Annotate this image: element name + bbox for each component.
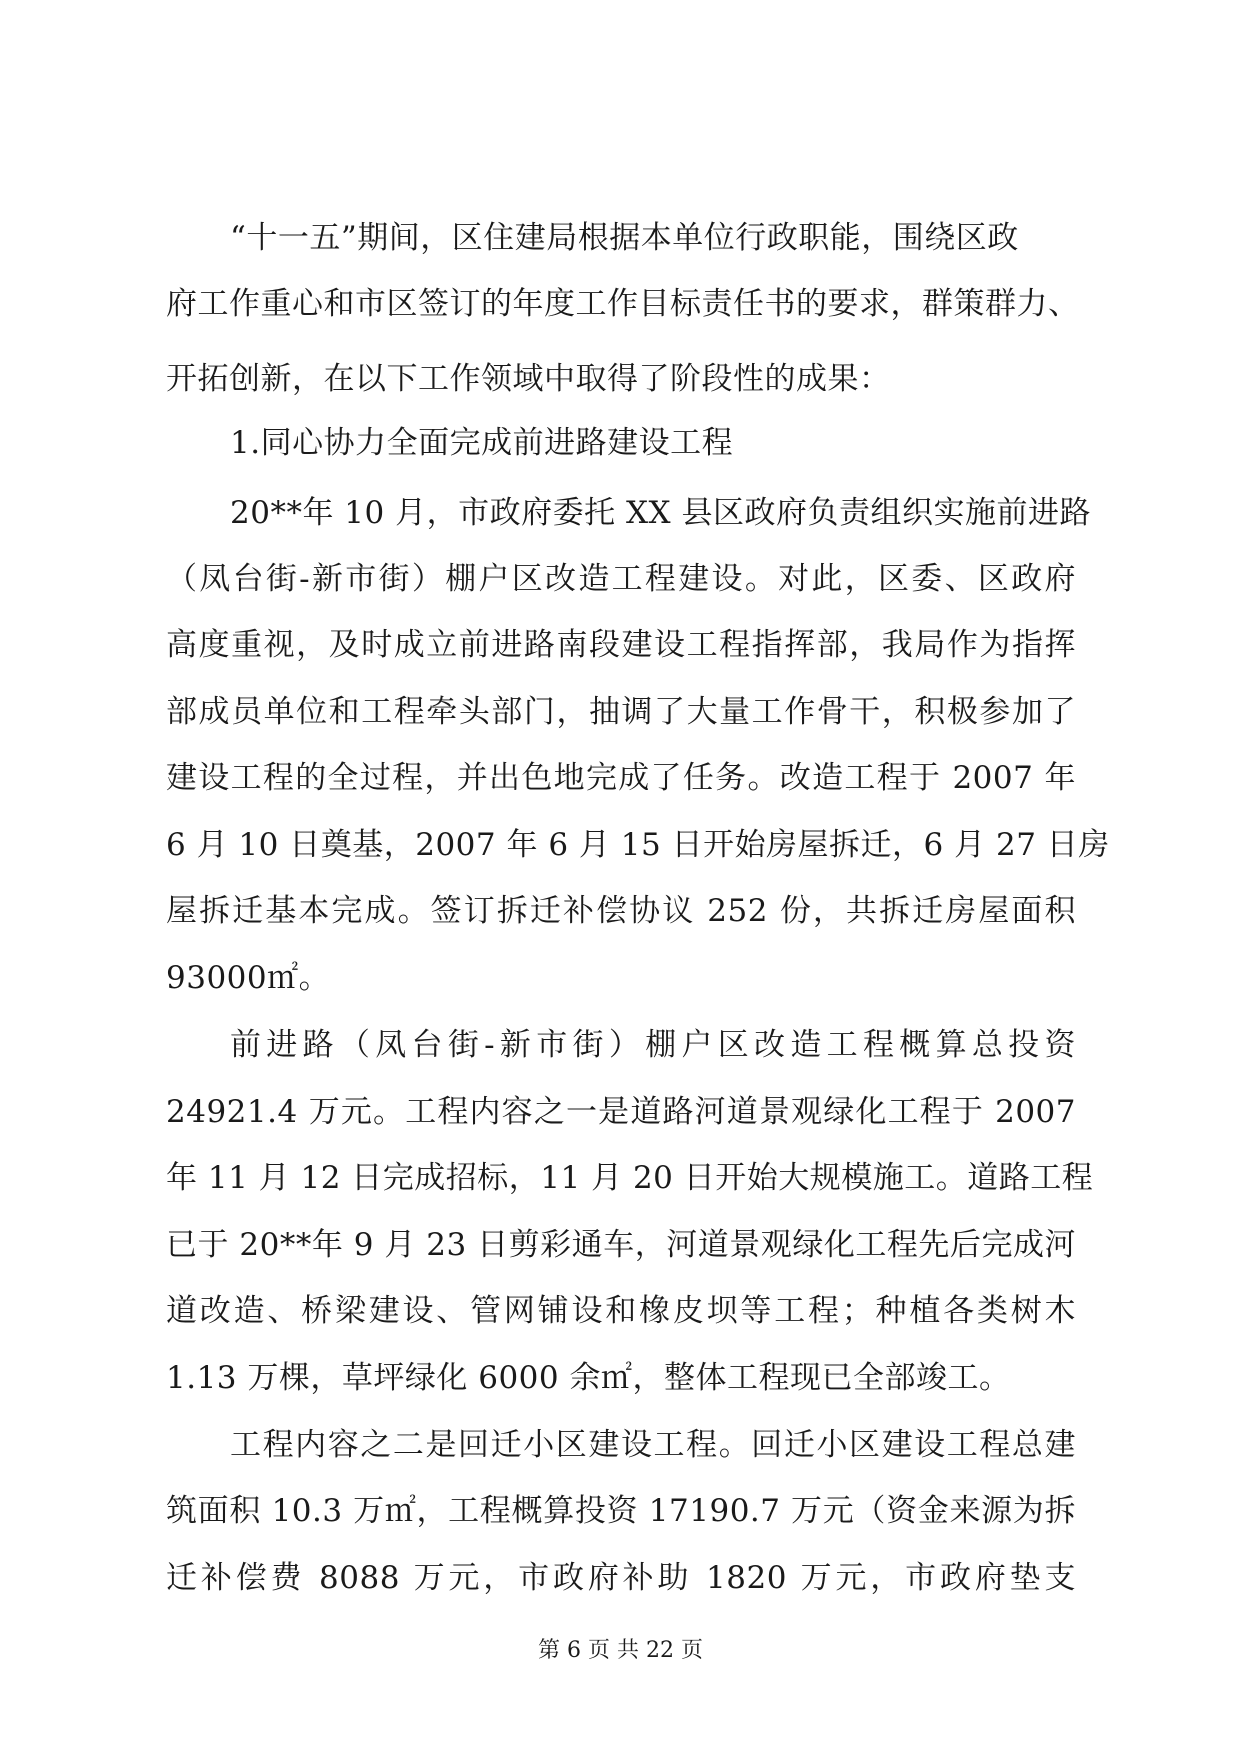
paragraph-line: 6 月 10 日奠基，2007 年 6 月 15 日开始房屋拆迁，6 月 27 日房 — [166, 827, 1110, 863]
paragraph-line: 24921.4 万元。工程内容之一是道路河道景观绿化工程于 2007 — [166, 1094, 1076, 1130]
paragraph-line: 建设工程的全过程，并出色地完成了任务。改造工程于 2007 年 — [166, 760, 1076, 796]
paragraph-line: 迁补偿费 8088 万元，市政府补助 1820 万元，市政府垫支 — [166, 1560, 1076, 1596]
paragraph-line: 部成员单位和工程牵头部门，抽调了大量工作骨干，积极参加了 — [166, 694, 1076, 730]
paragraph-line: 20**年 10 月，市政府委托 XX 县区政府负责组织实施前进路 — [230, 495, 1091, 531]
paragraph-line: 1.13 万棵，草坪绿化 6000 余㎡，整体工程现已全部竣工。 — [166, 1360, 1011, 1396]
paragraph-line: 高度重视，及时成立前进路南段建设工程指挥部，我局作为指挥 — [166, 627, 1076, 663]
paragraph-line: 府工作重心和市区签订的年度工作目标责任书的要求，群策群力、 — [166, 286, 1080, 322]
paragraph-line: 年 11 月 12 日完成招标，11 月 20 日开始大规模施工。道路工程 — [166, 1160, 1094, 1196]
paragraph-line: （凤台街-新市街）棚户区改造工程建设。对此，区委、区政府 — [166, 561, 1076, 597]
page-footer: 第 6 页 共 22 页 — [538, 1638, 703, 1663]
paragraph-line: 已于 20**年 9 月 23 日剪彩通车，河道景观绿化工程先后完成河 — [166, 1227, 1076, 1263]
paragraph-line: 前进路（凤台街-新市街）棚户区改造工程概算总投资 — [230, 1027, 1076, 1063]
paragraph-line: 筑面积 10.3 万㎡，工程概算投资 17190.7 万元（资金来源为拆 — [166, 1493, 1076, 1529]
paragraph-line: 工程内容之二是回迁小区建设工程。回迁小区建设工程总建 — [230, 1427, 1076, 1463]
paragraph-line: “十一五”期间，区住建局根据本单位行政职能，围绕区政 — [230, 220, 1019, 256]
section-heading: 1.同心协力全面完成前进路建设工程 — [230, 425, 734, 461]
paragraph-line: 93000㎡。 — [166, 960, 331, 996]
paragraph-line: 屋拆迁基本完成。签订拆迁补偿协议 252 份，共拆迁房屋面积 — [166, 893, 1076, 929]
paragraph-line: 道改造、桥梁建设、管网铺设和橡皮坝等工程；种植各类树木 — [166, 1293, 1076, 1329]
paragraph-line: 开拓创新，在以下工作领域中取得了阶段性的成果： — [166, 361, 891, 397]
